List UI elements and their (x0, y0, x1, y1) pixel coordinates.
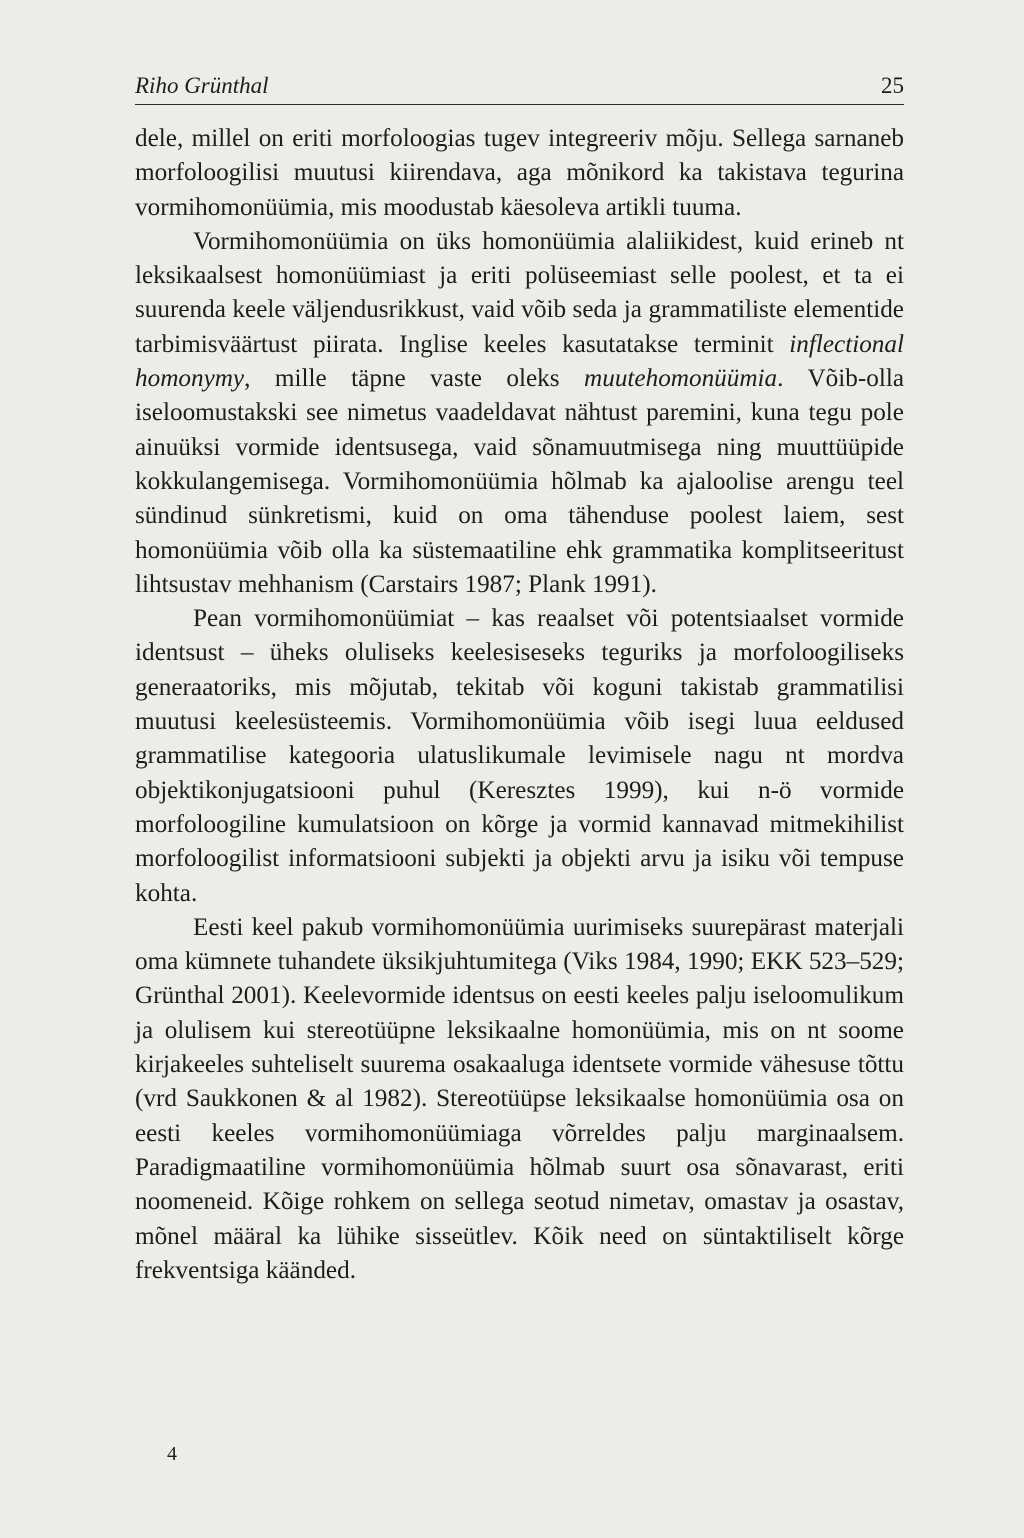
paragraph-4: Eesti keel pakub vormihomonüümia uurimiseks suurepärast materjali oma kümnete tuhandete üksikjuhtumitega (Viks 1984, 1990; EKK 523–529; Grünthal 2001). Keelevormide identsus on eesti keeles palju iseloomulikum ja olulisem kui stereotüüpne leksikaalne homonüümia, mis on nt soome kirjakeeles suhteliselt suurema osakaaluga identsete vormide vähesuse tõttu (vrd Saukkonen & al 1982). Stereotüüpse leksikaalse homonüümia osa on eesti keeles vormihomonüümiaga võrreldes palju marginaalsem. Paradigmaatiline vormihomonüümia hõlmab suurt osa sõnavarast, eriti noomeneid. Kõige rohkem on sellega seotud nimetav, omastav ja osastav, mõnel määral ka lühike sisseütlev. Kõik need on süntaktiliselt kõrge frekventsiga käänded. (135, 913, 904, 1284)
body-text (135, 122, 904, 1288)
header-page-number: 25 (881, 73, 904, 98)
paragraph-3: Pean vormihomonüümiat – kas reaalset või potentsiaalset vormide identsust – üheks oluliseks keelesiseseks teguriks ja morfoloogiliseks generaatoriks, mis mõjutab, tekitab või koguni takistab grammatilisi muutusi keelesüsteemis. Vormihomonüümia võib isegi luua eeldused grammatilise kategooria ulatuslikumale levimisele nagu nt mordva objektikonjugatsiooni puhul (Keresztes 1999), kui n-ö vormide morfoloogiline kumulatsioon on kõrge ja vormid kannavad mitmekihilist morfoloogilist informatsiooni subjekti ja objekti arvu ja isiku või tempuse kohta. (135, 605, 904, 907)
running-header (135, 70, 904, 105)
paragraph-2-part-2: , mille täpne vaste oleks (244, 365, 585, 393)
header-author: Riho Grünthal (135, 73, 269, 98)
term-muutehomonyymia: muutehomonüümia (584, 365, 778, 393)
paragraph-2-part-1: Vormihomonüümia on üks homonüümia alaliikidest, kuid erineb nt leksikaalsest homonüümiast ja eriti polüseemiast selle poolest, et ta ei suurenda keele väljendusrikkust, vaid võib seda ja grammatiliste elementide tarbimisväärtust piirata. Inglise keeles kasutatakse terminit (135, 227, 904, 358)
paragraph-1: dele, millel on eriti morfoloogias tugev integreeriv mõju. Sellega sarnaneb morfoloogilisi muutusi kiirendava, aga mõnikord ka takistava tegurina vormihomonüümia, mis moodustab käesoleva artikli tuuma. (135, 125, 904, 221)
paragraph-2 (135, 225, 904, 602)
term-inflectional-homonymy: inflectional homonymy (135, 330, 904, 393)
paragraph-2-part-3: . Võib-olla iseloomustakski see nimetus vaadeldavat nähtust paremini, kuna tegu pole ainuüksi vormide identsusega, vaid sõnamuutmisega ning muuttüüpide kokkulangemisega. Vormihomonüümia hõlmab ka ajaloolise arengu teel sündinud sünkretismi, kuid on oma tähenduse poolest laiem, sest homonüümia võib olla ka süstemaatiline ehk grammatika komplitseeritust lihtsustav mehhanism (Carstairs 1987; Plank 1991). (135, 365, 904, 598)
footer-signature-mark: 4 (167, 1443, 177, 1465)
